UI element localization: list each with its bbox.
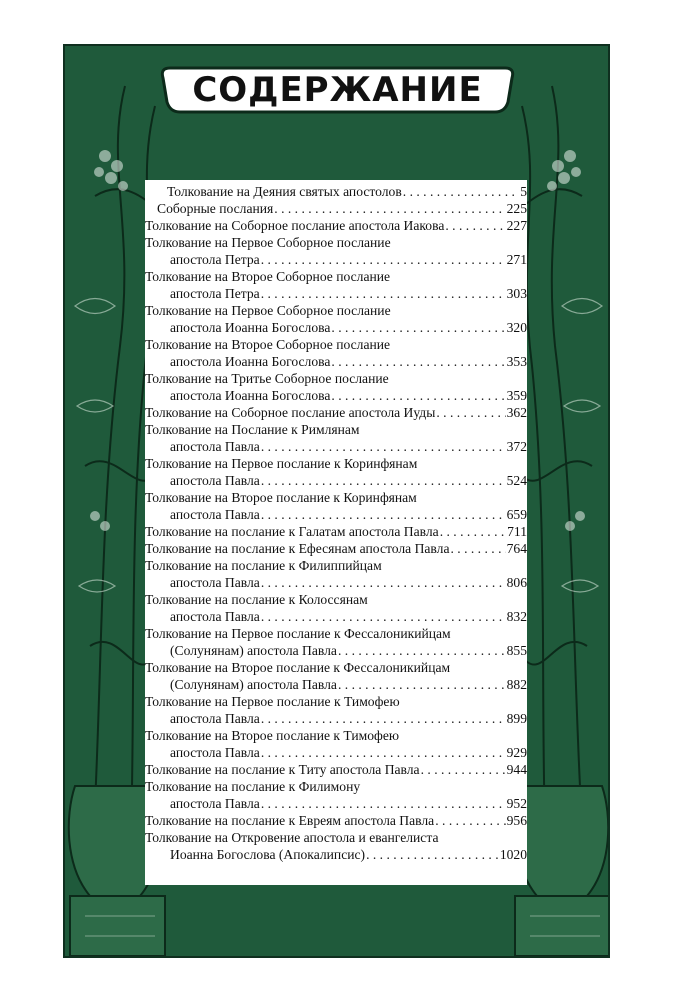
toc-entry: Толкование на Второе послание к Тимофею апостола Павла . . . 929	[145, 727, 527, 761]
toc-entry: Толкование на Тритье Соборное послание апостола Иоанна Богослова . . . 359	[145, 370, 527, 404]
toc-entry: Толкование на послание к Колоссянам апостола Павла . . . 832	[145, 591, 527, 625]
toc-entry: Толкование на Деяния святых апостолов . . . 5	[145, 183, 527, 200]
toc-entry: Толкование на Второе послание к Фессалоникийцам (Солунянам) апостола Павла . . . 882	[145, 659, 527, 693]
table-of-contents	[145, 183, 527, 863]
toc-entry: Толкование на послание к Ефесянам апостола Павла . . . 764	[145, 540, 527, 557]
toc-entry: Толкование на Соборное послание апостола Иакова . . . 227	[145, 217, 527, 234]
toc-entry: Толкование на Первое Соборное послание апостола Иоанна Богослова . . . 320	[145, 302, 527, 336]
toc-entry: Толкование на Первое послание к Фессалоникийцам (Солунянам) апостола Павла . . . 855	[145, 625, 527, 659]
toc-entry: Толкование на Послание к Римлянам апостола Павла . . . 372	[145, 421, 527, 455]
toc-entry: Толкование на Первое Соборное послание апостола Петра . . . 271	[145, 234, 527, 268]
toc-entry: Толкование на Второе Соборное послание апостола Иоанна Богослова . . . 353	[145, 336, 527, 370]
toc-entry: Толкование на Второе послание к Коринфянам апостола Павла . . . 659	[145, 489, 527, 523]
toc-entry: Толкование на послание к Филиппийцам апостола Павла . . . 806	[145, 557, 527, 591]
toc-entry: Толкование на Первое послание к Тимофею апостола Павла . . . 899	[145, 693, 527, 727]
toc-entry: Толкование на послание к Титу апостола Павла . . . 944	[145, 761, 527, 778]
toc-entry: Толкование на Откровение апостола и евангелиста Иоанна Богослова (Апокалипсис) . . . 1020	[145, 829, 527, 863]
toc-entry: Толкование на Соборное послание апостола Иуды . . . 362	[145, 404, 527, 421]
toc-entry: Толкование на послание к Филимону апостола Павла . . . 952	[145, 778, 527, 812]
toc-entry: Соборные послания . . . 225	[145, 200, 527, 217]
toc-entry: Толкование на послание к Евреям апостола Павла . . . 956	[145, 812, 527, 829]
page-title: СОДЕРЖАНИЕ	[192, 70, 483, 110]
toc-entry: Толкование на послание к Галатам апостола Павла . . . 711	[145, 523, 527, 540]
toc-entry: Толкование на Второе Соборное послание апостола Петра . . . 303	[145, 268, 527, 302]
toc-entry: Толкование на Первое послание к Коринфянам апостола Павла . . . 524	[145, 455, 527, 489]
